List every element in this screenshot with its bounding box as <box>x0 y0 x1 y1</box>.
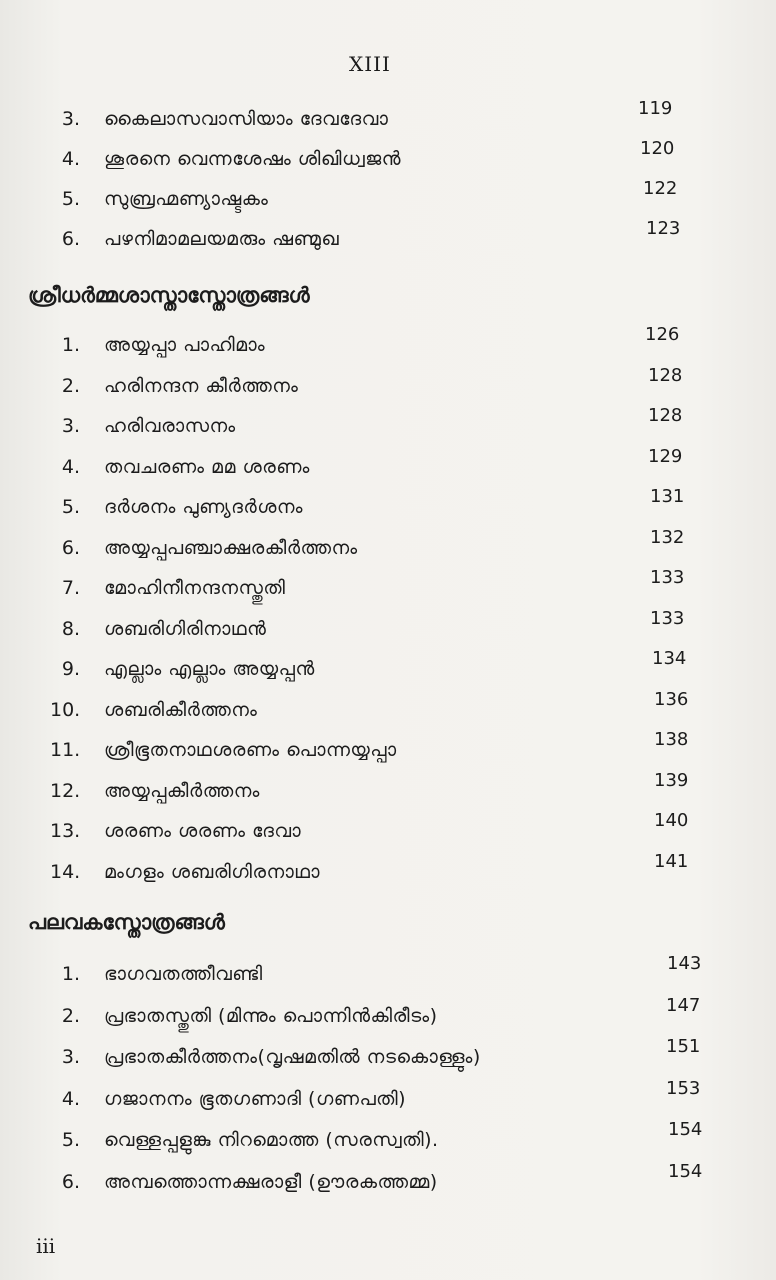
entry-title: അയ്യപ്പാ പാഹിമാം <box>104 334 266 356</box>
entry-page-number: 136 <box>654 688 689 710</box>
entry-title: തവചരണം മമ ശരണം <box>104 455 310 478</box>
entry-title: ദർശനം പുണ്യദർശനം <box>104 496 303 518</box>
entry-page-number: 139 <box>654 769 689 791</box>
toc-entry <box>0 1077 776 1118</box>
entry-number: 6. <box>61 536 80 559</box>
toc-entry <box>0 178 776 218</box>
entry-title: ശരണം ശരണം ദേവാ <box>104 820 302 842</box>
entry-title: അമ്പത്തൊന്നക്ഷരാളീ (ഊരകത്തമ്മ) <box>104 1170 438 1193</box>
entry-title: ശബരിഗിരിനാഥൻ <box>104 617 267 640</box>
entry-page-number: 154 <box>668 1119 703 1140</box>
entry-page-number: 119 <box>638 98 673 119</box>
entry-number: 4. <box>61 148 80 170</box>
entry-page-number: 133 <box>650 567 685 588</box>
entry-number: 2. <box>61 1004 80 1027</box>
toc-entry <box>0 324 776 364</box>
toc-entry <box>0 648 776 688</box>
entry-page-number: 123 <box>646 218 681 239</box>
entry-number: 4. <box>61 1087 80 1110</box>
toc-entry <box>0 994 776 1035</box>
entry-number: 6. <box>61 1170 80 1193</box>
toc-entry <box>0 850 776 891</box>
toc-entry <box>0 729 776 769</box>
toc-entry <box>0 526 776 567</box>
entry-page-number: 128 <box>648 364 683 386</box>
entry-number: 5. <box>61 496 80 518</box>
entry-page-number: 134 <box>652 648 687 669</box>
entry-page-number: 147 <box>666 994 701 1016</box>
toc-entry <box>0 486 776 526</box>
entry-page-number: 128 <box>648 405 683 426</box>
toc-entry <box>0 1036 776 1076</box>
entry-number: 11. <box>50 739 81 761</box>
page-footer: iii <box>36 1234 56 1258</box>
entry-page-number: 120 <box>640 138 675 159</box>
entry-page-number: 126 <box>645 324 680 345</box>
entry-number: 14. <box>50 860 81 883</box>
entry-title: മോഹിനീനന്ദനസ്തുതി <box>104 577 286 599</box>
entry-title: പ്രഭാതസ്തുതി (മിന്നും പൊന്നിൻകിരീടം) <box>104 1004 438 1027</box>
toc-entry <box>0 98 776 138</box>
page-header: XIII <box>349 52 391 76</box>
toc-entry <box>0 138 776 178</box>
entry-number: 2. <box>61 374 80 397</box>
toc-entry <box>0 769 776 810</box>
toc-entry <box>0 953 776 993</box>
entry-number: 8. <box>61 617 80 640</box>
entry-title: അയ്യപ്പകീർത്തനം <box>104 779 260 802</box>
entry-number: 1. <box>61 963 80 985</box>
toc-entry <box>0 218 776 258</box>
entry-title: കൈലാസവാസിയാം ദേവദേവാ <box>104 108 389 130</box>
entry-title: ഹരിവരാസനം <box>104 415 236 437</box>
entry-number: 3. <box>61 108 80 130</box>
section-title-dharmasastha: ശ്രീധർമ്മശാസ്താസ്തോത്രങ്ങൾ <box>28 283 310 307</box>
entry-number: 12. <box>50 779 81 802</box>
toc-entry <box>0 1160 776 1201</box>
entry-title: ശബരികീർത്തനം <box>104 698 258 721</box>
entry-page-number: 131 <box>650 486 685 507</box>
entry-title: ഭാഗവതത്തീവണ്ടി <box>104 963 263 985</box>
entry-page-number: 138 <box>654 729 689 750</box>
entry-number: 7. <box>61 577 80 599</box>
entry-number: 6. <box>61 228 80 250</box>
toc-entry <box>0 445 776 486</box>
entry-number: 3. <box>61 1046 80 1068</box>
entry-page-number: 154 <box>668 1160 703 1182</box>
entry-number: 13. <box>50 820 81 842</box>
toc-entry <box>0 688 776 729</box>
entry-page-number: 129 <box>648 445 683 467</box>
entry-number: 9. <box>61 658 80 680</box>
entry-page-number: 143 <box>667 953 702 974</box>
entry-title: പഴനിമാമലയമരും ഷണ്മുഖ <box>104 228 340 250</box>
entry-page-number: 141 <box>654 850 689 872</box>
toc-entry <box>0 810 776 850</box>
entry-number: 5. <box>61 1129 80 1151</box>
entry-title: മംഗളം ശബരിഗിരനാഥാ <box>104 860 320 883</box>
entry-number: 1. <box>61 334 80 356</box>
entry-page-number: 151 <box>666 1036 701 1057</box>
entry-title: പ്രഭാതകീർത്തനം(വൃഷമതിൽ നടകൊള്ളും) <box>104 1046 481 1068</box>
toc-entry <box>0 567 776 607</box>
toc-entry <box>0 1119 776 1159</box>
entry-page-number: 153 <box>666 1077 701 1099</box>
entry-number: 5. <box>61 188 80 210</box>
entry-page-number: 132 <box>650 526 685 548</box>
entry-title: ശൂരനെ വെന്നശേഷം ശിഖിധ്വജൻ <box>104 148 402 170</box>
toc-entry <box>0 364 776 405</box>
entry-page-number: 122 <box>643 178 678 199</box>
entry-title: ഹരിനന്ദന കീർത്തനം <box>104 374 299 397</box>
entry-number: 3. <box>61 415 80 437</box>
section-title-palavaka: പലവകസ്തോത്രങ്ങൾ <box>28 910 225 934</box>
entry-title: അയ്യപ്പപഞ്ചാക്ഷരകീർത്തനം <box>104 536 358 559</box>
toc-entry <box>0 405 776 445</box>
entry-title: എല്ലാം എല്ലാം അയ്യപ്പൻ <box>104 658 315 680</box>
entry-title: ഗജാനനം ഭൂതഗണാദി (ഗണപതി) <box>104 1087 407 1110</box>
entry-title: സുബ്രഹ്മണ്യാഷ്ടകം <box>104 188 269 210</box>
entry-page-number: 133 <box>650 607 685 629</box>
entry-title: വെള്ളപ്പളുങ്കു നിറമൊത്ത (സരസ്വതി). <box>104 1129 439 1151</box>
entry-page-number: 140 <box>654 810 689 831</box>
entry-title: ശ്രീഭൂതനാഥശരണം പൊന്നയ്യപ്പാ <box>104 739 397 761</box>
toc-entry <box>0 607 776 648</box>
entry-number: 4. <box>61 455 80 478</box>
entry-number: 10. <box>50 698 81 721</box>
